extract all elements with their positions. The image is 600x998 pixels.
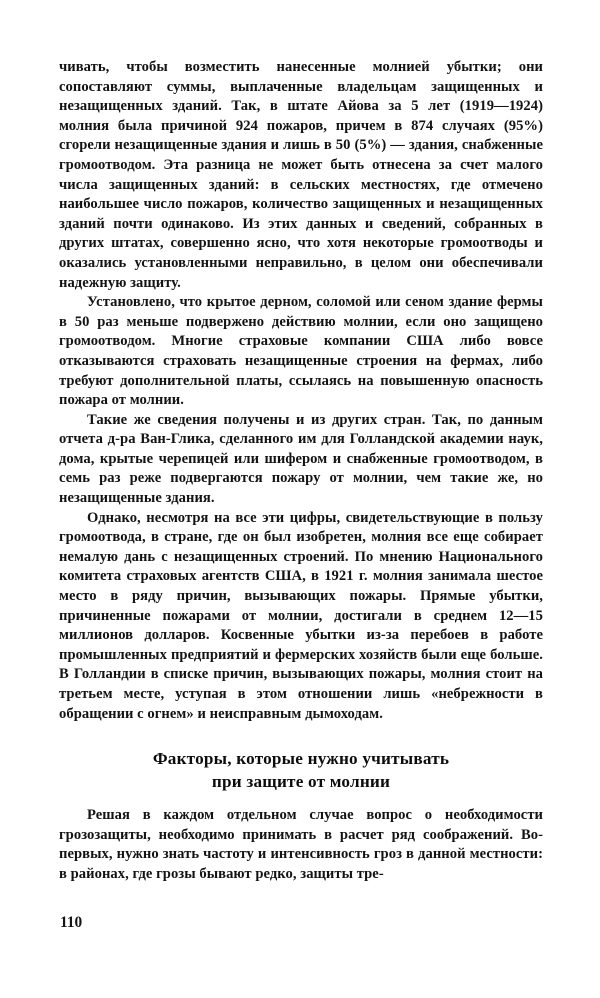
page-text-column [59, 58, 543, 885]
section-heading [59, 747, 543, 793]
body-paragraph-5: Решая в каждом отдельном случае вопрос о необходимости грозозащиты, необходимо принимать в расчет ряд соображений. Во-первых, нужно знать частоту и интенсивность гроз в данной местности: в районах, где грозы бывают редко, защиты тре- [59, 807, 543, 882]
body-paragraph-3: Такие же сведения получены и из других стран. Так, по данным отчета д-ра Ван-Глика, сделанного им для Голландской академии наук, дома, крытые черепицей или шифером и снабженные громоотводом, в семь раз реже подвергаются пожару от молнии, чем такие же, но незащищенные здания. [59, 411, 543, 507]
body-paragraph-1: чивать, чтобы возместить нанесенные молнией убытки; они сопоставляют суммы, выплаченные владельцам защищенных и незащищенных зданий. Так, в штате Айова за 5 лет (1919—1924) молния была причиной 924 пожаров, причем в 874 случаях (95%) сгорели незащищенные здания и лишь в 50 (5%) — здания, снабженные громоотводом. Эта разница не может быть отнесена за счет малого числа защищенных зданий: в сельских местностях, где отмечено наибольшее число пожаров, количество защищенных и незащищенных зданий почти одинаково. Из этих данных и сведений, собранных в других штатах, совершенно ясно, что хотя некоторые громоотводы и оказались установленными неправильно, в целом они обеспечивали надежную защиту. [59, 59, 543, 291]
section-heading-line-1: Факторы, которые нужно учитывать [152, 749, 450, 769]
section-heading-line-2: при защите от молнии [211, 772, 391, 792]
body-paragraph-2: Установлено, что крытое дерном, соломой или сеном здание фермы в 50 раз меньше подвержено действию молнии, если оно защищено громоотводом. Многие страховые компании США либо вовсе отказываются страховать незащищенные строения на фермах, либо требуют дополнительной платы, ссылаясь на повышенную опасность пожара от молнии. [59, 294, 543, 409]
body-paragraph-4: Однако, несмотря на все эти цифры, свидетельствующие в пользу громоотвода, в стране, где он был изобретен, молния все еще собирает немалую дань с незащищенных строений. По мнению Национального комитета страховых агентств США, в 1921 г. молния занимала шестое место в ряду причин, вызывающих пожары. Прямые убытки, причиненные пожарами от молнии, достигали в среднем 12—15 миллионов долларов. Косвенные убытки из-за перебоев в работе промышленных предприятий и фермерских хозяйств были еще больше. В Голландии в списке причин, вызывающих пожары, молния стоит на третьем месте, уступая в этом отношении лишь «небрежности в обращении с огнем» и неисправным дымоходам. [59, 509, 543, 722]
page-number: 110 [60, 914, 83, 931]
